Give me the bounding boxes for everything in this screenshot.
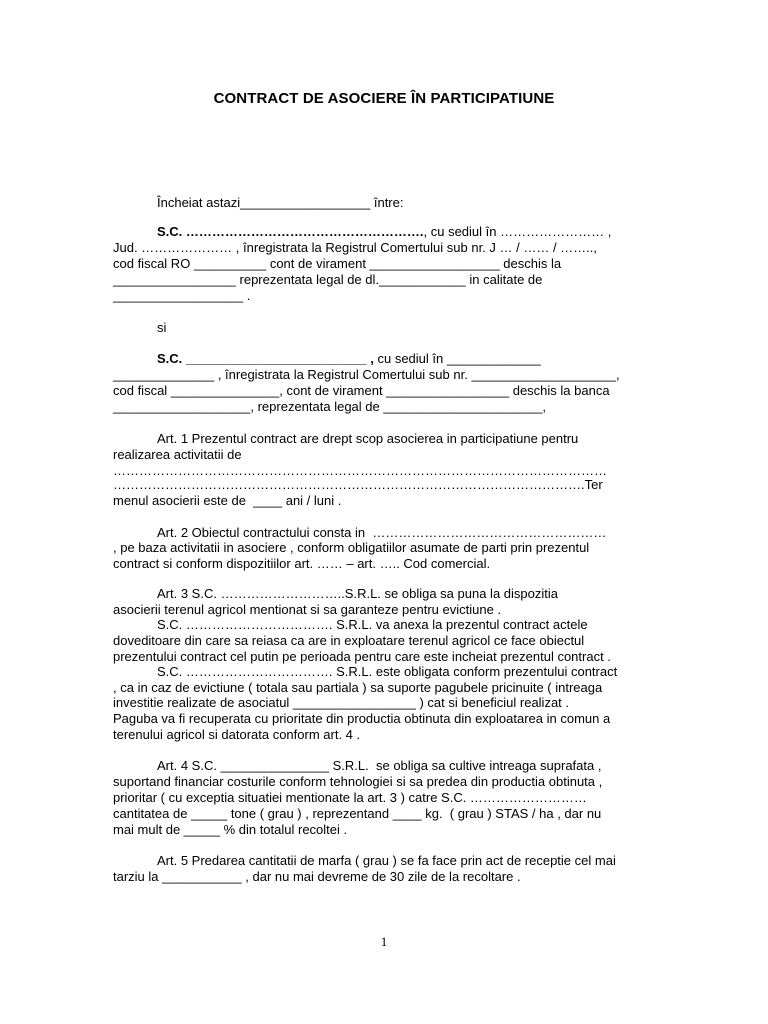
art4-line-5: mai mult de _____ % din totalul recoltei . bbox=[113, 822, 348, 837]
party2-line-4: ___________________, reprezentata legal de ______________________, bbox=[113, 399, 547, 414]
party1-line-5: __________________ . bbox=[113, 288, 251, 303]
party2-line-2: ______________ , înregistrata la Registrul Comertului sub nr. ____________________, bbox=[113, 367, 620, 382]
art3-line-10: terenului agricol si datorata conform art. 4 . bbox=[113, 727, 361, 742]
art4-line-3: prioritar ( cu exceptia situatiei mentionate la art. 3 ) catre S.C. ……………………… bbox=[113, 790, 587, 805]
document-title: CONTRACT DE ASOCIERE ÎN PARTICIPATIUNE bbox=[213, 90, 555, 107]
party2-line-1-rest: cu sediul în _____________ bbox=[373, 351, 541, 366]
art3-line-7: , ca in caz de evictiune ( totala sau partiala ) sa suporte pagubele pricinuite ( intreaga bbox=[113, 680, 603, 695]
art2-line-3: contract si conform dispozitiilor art. …… – art. ….. Cod comercial. bbox=[113, 556, 491, 571]
art2-line-2: , pe baza activitatii in asociere , conform obligatiilor asumate de parti prin prezentul bbox=[113, 540, 590, 555]
art1-line-3: …………………………………………………………………………………………………… bbox=[113, 463, 607, 478]
party1-line-2: Jud. ………………… , înregistrata la Registrul Comertului sub nr. J … / …… / …….., bbox=[113, 240, 598, 255]
art3-line-6: S.C. ……………………………. S.R.L. este obligata conform prezentului contract bbox=[157, 664, 618, 679]
party1-line-1-rest: , cu sediul în …………………… , bbox=[423, 224, 612, 239]
page-number: 1 bbox=[380, 934, 388, 949]
art3-line-8: investitie realizate de asociatul _________________ ) cat si beneficiul realizat . bbox=[113, 695, 570, 710]
party2-label: S.C. _________________________ , bbox=[157, 351, 374, 366]
art3-line-9: Paguba va fi recuperata cu prioritate din productia obtinuta din exploatarea in comun a bbox=[113, 711, 611, 726]
art5-line-2: tarziu la ___________ , dar nu mai devreme de 30 zile de la recoltare . bbox=[113, 869, 521, 884]
party2-line-1 bbox=[157, 351, 541, 367]
art4-line-1: Art. 4 S.C. _______________ S.R.L. se obliga sa cultive intreaga suprafata , bbox=[157, 758, 602, 773]
party2-line-3: cod fiscal _______________, cont de virament _________________ deschis la banca bbox=[113, 383, 610, 398]
party1-line-4: _________________ reprezentata legal de dl.____________ in calitate de bbox=[113, 272, 543, 287]
party1-label: S.C. ………………………………………………. bbox=[157, 224, 424, 239]
art4-line-4: cantitatea de _____ tone ( grau ) , reprezentand ____ kg. ( grau ) STAS / ha , dar nu bbox=[113, 806, 602, 821]
art3-line-5: prezentului contract cel putin pe perioada pentru care este incheiat prezentul contract . bbox=[113, 649, 611, 664]
art2-line-1: Art. 2 Obiectul contractului consta in ……………………………………………… bbox=[157, 525, 607, 540]
conjunction-si: si bbox=[157, 320, 167, 335]
art1-line-2: realizarea activitatii de bbox=[113, 447, 242, 462]
art4-line-2: suportand financiar costurile conform tehnologiei si sa predea din productia obtinuta , bbox=[113, 774, 603, 789]
art3-line-1: Art. 3 S.C. ………………………..S.R.L. se obliga sa puna la dispozitia bbox=[157, 586, 558, 601]
intro-line: Încheiat astazi__________________ între: bbox=[157, 195, 404, 210]
art1-line-1: Art. 1 Prezentul contract are drept scop asocierea in participatiune pentru bbox=[157, 431, 579, 446]
art5-line-1: Art. 5 Predarea cantitatii de marfa ( grau ) se fa face prin act de receptie cel mai bbox=[157, 853, 616, 868]
art1-line-4: ……………………………………………………………………………………………….Ter bbox=[113, 477, 603, 492]
art3-line-3: S.C. ……………………………. S.R.L. va anexa la prezentul contract actele bbox=[157, 617, 588, 632]
party1-line-3: cod fiscal RO __________ cont de virament __________________ deschis la bbox=[113, 256, 562, 271]
art1-line-5: menul asocierii este de ____ ani / luni . bbox=[113, 493, 342, 508]
art3-line-4: doveditoare din care sa reiasa ca are in exploatare terenul agricol ce face obiectul bbox=[113, 633, 585, 648]
art3-line-2: asocierii terenul agricol mentionat si sa garanteze pentru evictiune . bbox=[113, 602, 502, 617]
party1-line-1 bbox=[157, 224, 611, 240]
